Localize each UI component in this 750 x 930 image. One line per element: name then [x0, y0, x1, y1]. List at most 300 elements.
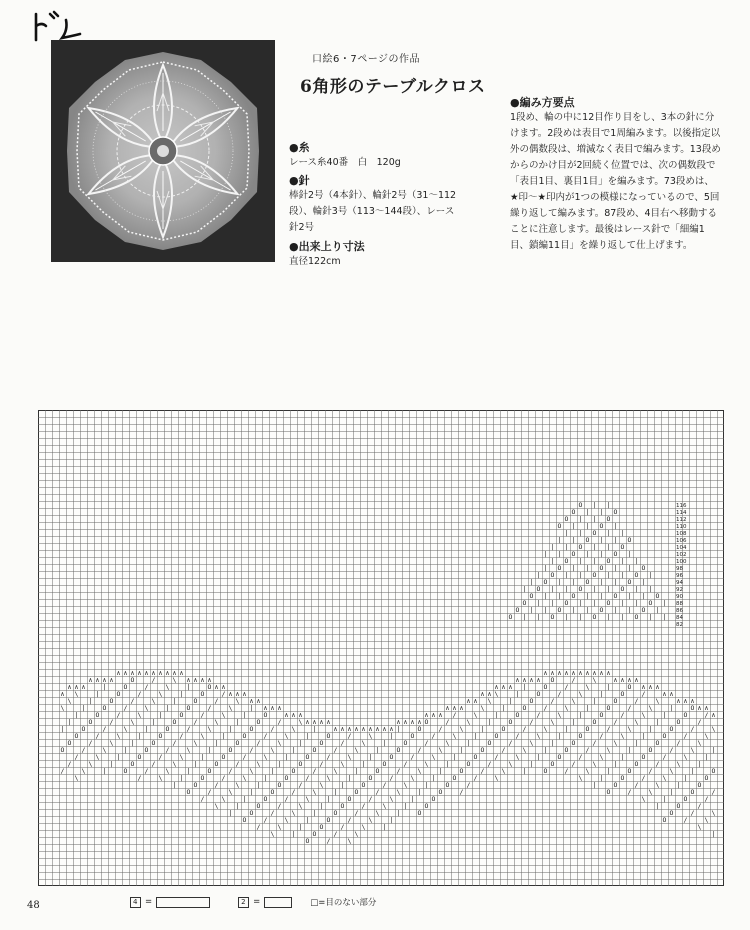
chart-symbol: /: [543, 704, 548, 712]
chart-symbol: \: [270, 830, 275, 838]
chart-symbol: /: [564, 767, 569, 775]
needle-heading: ●針: [289, 174, 310, 187]
chart-symbol: O: [130, 676, 135, 684]
chart-symbol: |: [522, 585, 527, 593]
chart-symbol: |: [60, 725, 65, 733]
chart-symbol: |: [578, 599, 583, 607]
chart-symbol: |: [599, 536, 604, 544]
chart-symbol: ∧: [557, 669, 562, 677]
chart-symbol: /: [480, 767, 485, 775]
tablecloth-photo: [51, 40, 275, 262]
chart-symbol: /: [123, 704, 128, 712]
chart-symbol: /: [620, 711, 625, 719]
chart-symbol: |: [641, 732, 646, 740]
chart-symbol: ∧: [494, 683, 499, 691]
chart-symbol: ∧: [592, 669, 597, 677]
chart-symbol: \: [585, 683, 590, 691]
chart-symbol: |: [354, 767, 359, 775]
chart-symbol: |: [466, 739, 471, 747]
chart-symbol: \: [697, 739, 702, 747]
chart-symbol: |: [137, 732, 142, 740]
chart-symbol: ∧: [480, 690, 485, 698]
chart-symbol: |: [648, 613, 653, 621]
chart-symbol: |: [564, 613, 569, 621]
chart-symbol: /: [263, 732, 268, 740]
chart-symbol: \: [697, 823, 702, 831]
chart-symbol: |: [557, 592, 562, 600]
chart-symbol: O: [242, 732, 247, 740]
chart-symbol: /: [634, 697, 639, 705]
chart-symbol: \: [711, 725, 716, 733]
legend-symbol-box: 2: [238, 897, 249, 908]
chart-symbol: ∧: [466, 697, 471, 705]
chart-symbol: \: [424, 760, 429, 768]
chart-symbol: |: [662, 711, 667, 719]
chart-symbol: ∧: [130, 669, 135, 677]
chart-symbol: ∧: [116, 669, 121, 677]
chart-symbol: |: [543, 606, 548, 614]
chart-symbol: |: [557, 578, 562, 586]
chart-symbol: O: [312, 746, 317, 754]
chart-symbol: O: [641, 753, 646, 761]
chart-symbol: \: [270, 746, 275, 754]
chart-symbol: /: [683, 732, 688, 740]
chart-symbol: O: [578, 732, 583, 740]
chart-symbol: |: [627, 746, 632, 754]
chart-symbol: ∧: [543, 669, 548, 677]
chart-symbol: O: [606, 704, 611, 712]
chart-symbol: O: [543, 767, 548, 775]
chart-symbol: /: [291, 788, 296, 796]
chart-symbol: O: [459, 767, 464, 775]
chart-symbol: O: [676, 718, 681, 726]
chart-symbol: |: [291, 746, 296, 754]
chart-symbol: O: [662, 816, 667, 824]
chart-symbol: /: [347, 816, 352, 824]
chart-symbol: \: [214, 802, 219, 810]
chart-symbol: |: [410, 795, 415, 803]
chart-symbol: /: [648, 767, 653, 775]
chart-symbol: /: [242, 753, 247, 761]
chart-symbol: /: [382, 781, 387, 789]
chart-symbol: \: [655, 697, 660, 705]
chart-symbol: O: [74, 732, 79, 740]
chart-symbol: ∧: [634, 676, 639, 684]
chart-symbol: \: [543, 725, 548, 733]
chart-symbol: |: [529, 760, 534, 768]
chart-symbol: |: [606, 501, 611, 509]
chart-symbol: O: [123, 767, 128, 775]
chart-symbol: |: [480, 725, 485, 733]
chart-symbol: O: [305, 753, 310, 761]
chart-symbol: O: [606, 788, 611, 796]
chart-symbol: O: [543, 578, 548, 586]
chart-symbol: \: [291, 725, 296, 733]
chart-symbol: /: [67, 760, 72, 768]
chart-row-number: 90: [676, 594, 683, 600]
chart-symbol: ∧: [319, 718, 324, 726]
chart-symbol: /: [627, 704, 632, 712]
chart-symbol: \: [529, 739, 534, 747]
chart-symbol: O: [557, 564, 562, 572]
chart-symbol: |: [571, 578, 576, 586]
chart-symbol: |: [655, 606, 660, 614]
chart-symbol: \: [186, 746, 191, 754]
chart-symbol: |: [592, 543, 597, 551]
chart-symbol: |: [585, 508, 590, 516]
chart-symbol: |: [305, 816, 310, 824]
chart-symbol: /: [641, 690, 646, 698]
chart-symbol: \: [305, 795, 310, 803]
chart-symbol: |: [515, 690, 520, 698]
chart-symbol: \: [74, 774, 79, 782]
chart-symbol: |: [613, 760, 618, 768]
chart-symbol: ∧: [137, 669, 142, 677]
chart-symbol: ∧: [641, 683, 646, 691]
chart-symbol: ∧: [242, 690, 247, 698]
chart-symbol: O: [627, 683, 632, 691]
chart-symbol: |: [606, 613, 611, 621]
chart-symbol: \: [130, 718, 135, 726]
chart-symbol: ∧: [109, 676, 114, 684]
chart-symbol: O: [158, 732, 163, 740]
chart-symbol: |: [613, 522, 618, 530]
chart-symbol: ∧: [340, 725, 345, 733]
chart-symbol: |: [564, 571, 569, 579]
chart-symbol: \: [613, 739, 618, 747]
chart-symbol: O: [452, 774, 457, 782]
chart-symbol: O: [207, 683, 212, 691]
chart-symbol: /: [221, 690, 226, 698]
chart-symbol: O: [228, 746, 233, 754]
chart-symbol: |: [389, 816, 394, 824]
chart-symbol: O: [417, 809, 422, 817]
chart-symbol: \: [389, 795, 394, 803]
chart-symbol: O: [368, 774, 373, 782]
chart-symbol: \: [571, 697, 576, 705]
chart-symbol: |: [228, 725, 233, 733]
chart-symbol: O: [613, 781, 618, 789]
chart-symbol: \: [410, 774, 415, 782]
chart-symbol: |: [403, 802, 408, 810]
chart-symbol: |: [277, 760, 282, 768]
chart-symbol: ∧: [193, 676, 198, 684]
chart-symbol: \: [508, 760, 513, 768]
chart-symbol: |: [375, 746, 380, 754]
chart-symbol: O: [319, 823, 324, 831]
chart-symbol: ∧: [284, 711, 289, 719]
chart-symbol: |: [676, 781, 681, 789]
chart-symbol: O: [165, 725, 170, 733]
chart-symbol: ∧: [550, 669, 555, 677]
chart-symbol: \: [354, 830, 359, 838]
chart-symbol: |: [270, 767, 275, 775]
chart-symbol: O: [599, 606, 604, 614]
chart-symbol: |: [599, 508, 604, 516]
chart-symbol: O: [704, 774, 709, 782]
chart-symbol: |: [144, 725, 149, 733]
chart-symbol: O: [578, 585, 583, 593]
chart-symbol: /: [354, 809, 359, 817]
chart-symbol: |: [333, 788, 338, 796]
chart-symbol: O: [263, 795, 268, 803]
chart-symbol: |: [571, 522, 576, 530]
chart-symbol: /: [165, 746, 170, 754]
chart-symbol: ∧: [613, 676, 618, 684]
chart-symbol: ∧: [683, 697, 688, 705]
chart-symbol: O: [333, 809, 338, 817]
chart-symbol: \: [655, 781, 660, 789]
chart-symbol: |: [578, 613, 583, 621]
chart-symbol: ∧: [207, 676, 212, 684]
chart-symbol: ∧: [95, 676, 100, 684]
chart-row-number: 86: [676, 608, 683, 614]
chart-symbol: O: [627, 578, 632, 586]
chart-symbol: |: [592, 585, 597, 593]
chart-symbol: ∧: [676, 697, 681, 705]
chart-symbol: |: [662, 795, 667, 803]
chart-symbol: /: [571, 760, 576, 768]
chart-symbol: \: [312, 788, 317, 796]
chart-symbol: |: [172, 697, 177, 705]
chart-symbol: \: [585, 767, 590, 775]
chart-symbol: |: [214, 739, 219, 747]
chart-row-number: 84: [676, 615, 683, 621]
chart-symbol: O: [515, 711, 520, 719]
chart-symbol: |: [235, 802, 240, 810]
chart-symbol: /: [571, 676, 576, 684]
chart-symbol: \: [382, 802, 387, 810]
chart-symbol: |: [305, 732, 310, 740]
chart-symbol: /: [424, 739, 429, 747]
chart-symbol: O: [571, 550, 576, 558]
chart-symbol: |: [634, 557, 639, 565]
chart-symbol: ∧: [333, 725, 338, 733]
chart-symbol: O: [410, 732, 415, 740]
chart-symbol: \: [221, 795, 226, 803]
chart-symbol: \: [81, 767, 86, 775]
chart-symbol: ∧: [382, 725, 387, 733]
chart-symbol: |: [186, 767, 191, 775]
chart-symbol: O: [606, 515, 611, 523]
chart-symbol: /: [676, 739, 681, 747]
chart-symbol: |: [578, 557, 583, 565]
chart-symbol: ∧: [627, 676, 632, 684]
chart-symbol: O: [522, 704, 527, 712]
chart-symbol: O: [543, 683, 548, 691]
chart-symbol: ∧: [389, 725, 394, 733]
chart-symbol: ∧: [277, 704, 282, 712]
chart-symbol: |: [326, 795, 331, 803]
chart-symbol: \: [116, 732, 121, 740]
chart-symbol: \: [277, 739, 282, 747]
chart-symbol: |: [599, 592, 604, 600]
chart-symbol: |: [620, 599, 625, 607]
chart-symbol: O: [186, 704, 191, 712]
chart-symbol: |: [228, 809, 233, 817]
chart-symbol: ∧: [487, 690, 492, 698]
chart-symbol: ∧: [326, 718, 331, 726]
chart-symbol: \: [641, 711, 646, 719]
chart-symbol: |: [221, 732, 226, 740]
chart-symbol: /: [256, 823, 261, 831]
chart-symbol: |: [319, 802, 324, 810]
chart-symbol: \: [522, 746, 527, 754]
chart-symbol: \: [438, 746, 443, 754]
legend-symbol-box: 4: [130, 897, 141, 908]
chart-symbol: ∧: [312, 718, 317, 726]
chart-symbol: |: [312, 809, 317, 817]
chart-symbol: |: [620, 557, 625, 565]
chart-symbol: /: [452, 711, 457, 719]
chart-symbol: \: [102, 746, 107, 754]
chart-symbol: O: [648, 599, 653, 607]
chart-symbol: |: [585, 522, 590, 530]
chart-symbol: ∧: [256, 697, 261, 705]
chart-symbol: \: [256, 760, 261, 768]
chart-symbol: O: [249, 725, 254, 733]
chart-symbol: /: [564, 683, 569, 691]
chart-symbol: |: [578, 529, 583, 537]
chart-symbol: O: [641, 564, 646, 572]
chart-symbol: O: [242, 816, 247, 824]
chart-symbol: \: [676, 760, 681, 768]
chart-symbol: O: [396, 746, 401, 754]
chart-symbol: \: [620, 732, 625, 740]
chart-symbol: O: [277, 781, 282, 789]
chart-symbol: /: [431, 732, 436, 740]
chart-symbol: O: [263, 711, 268, 719]
chart-symbol: |: [501, 704, 506, 712]
chart-symbol: /: [585, 746, 590, 754]
chart-symbol: ∧: [172, 669, 177, 677]
chart-symbol: \: [242, 774, 247, 782]
chart-symbol: ∧: [711, 711, 716, 719]
chart-symbol: |: [256, 781, 261, 789]
chart-symbol: ∧: [361, 725, 366, 733]
chart-symbol: ∧: [200, 676, 205, 684]
chart-symbol: O: [683, 711, 688, 719]
chart-symbol: O: [438, 788, 443, 796]
chart-symbol: |: [585, 606, 590, 614]
chart-symbol: |: [599, 550, 604, 558]
chart-symbol: O: [102, 704, 107, 712]
chart-symbol: ∧: [578, 669, 583, 677]
chart-symbol: |: [704, 753, 709, 761]
chart-symbol: \: [207, 725, 212, 733]
chart-symbol: |: [543, 746, 548, 754]
chart-symbol: O: [529, 592, 534, 600]
chart-symbol: |: [284, 753, 289, 761]
chart-symbol: |: [585, 564, 590, 572]
chart-symbol: O: [403, 739, 408, 747]
chart-symbol: O: [473, 753, 478, 761]
chart-symbol: /: [284, 795, 289, 803]
chart-symbol: /: [102, 725, 107, 733]
chart-symbol: O: [193, 781, 198, 789]
chart-symbol: O: [144, 746, 149, 754]
chart-symbol: O: [200, 774, 205, 782]
chart-symbol: |: [487, 718, 492, 726]
chart-symbol: /: [256, 739, 261, 747]
chart-symbol: \: [340, 760, 345, 768]
chart-symbol: ∧: [424, 711, 429, 719]
chart-symbol: \: [74, 690, 79, 698]
chart-symbol: |: [606, 543, 611, 551]
chart-symbol: |: [550, 543, 555, 551]
chart-symbol: O: [375, 767, 380, 775]
chart-symbol: \: [641, 795, 646, 803]
chart-symbol: |: [340, 781, 345, 789]
chart-symbol: /: [361, 802, 366, 810]
chart-symbol: O: [200, 690, 205, 698]
chart-symbol: \: [683, 753, 688, 761]
chart-symbol: |: [81, 704, 86, 712]
chart-symbol: /: [207, 704, 212, 712]
chart-symbol: \: [60, 704, 65, 712]
chart-symbol: \: [578, 774, 583, 782]
chart-symbol: |: [627, 592, 632, 600]
chart-symbol: |: [536, 753, 541, 761]
chart-symbol: /: [151, 760, 156, 768]
chart-row-number: 112: [676, 517, 687, 523]
chart-symbol: ∧: [620, 676, 625, 684]
chart-symbol: |: [669, 704, 674, 712]
chart-symbol: O: [249, 809, 254, 817]
chart-symbol: \: [172, 676, 177, 684]
chart-symbol: O: [697, 781, 702, 789]
chart-row-number: 110: [676, 524, 687, 530]
chart-symbol: /: [235, 760, 240, 768]
chart-symbol: |: [648, 571, 653, 579]
chart-symbol: /: [144, 683, 149, 691]
chart-symbol: \: [249, 767, 254, 775]
chart-symbol: ∧: [249, 697, 254, 705]
chart-symbol: \: [704, 732, 709, 740]
chart-symbol: |: [606, 529, 611, 537]
chart-symbol: /: [312, 767, 317, 775]
chart-symbol: /: [193, 718, 198, 726]
chart-symbol: /: [375, 788, 380, 796]
chart-symbol: O: [655, 592, 660, 600]
chart-symbol: |: [564, 529, 569, 537]
chart-symbol: O: [690, 788, 695, 796]
chart-row-number: 92: [676, 587, 683, 593]
chart-symbol: |: [599, 690, 604, 698]
chart-symbol: /: [592, 739, 597, 747]
chart-symbol: |: [571, 718, 576, 726]
chart-symbol: ∧: [445, 704, 450, 712]
chart-symbol: |: [193, 760, 198, 768]
chart-symbol: |: [634, 599, 639, 607]
chart-symbol: ∧: [571, 669, 576, 677]
chart-symbol: /: [697, 718, 702, 726]
chart-symbol: \: [564, 704, 569, 712]
chart-symbol: O: [669, 725, 674, 733]
chart-symbol: \: [284, 816, 289, 824]
chart-symbol: |: [578, 571, 583, 579]
chart-symbol: |: [599, 578, 604, 586]
chart-symbol: \: [669, 767, 674, 775]
chart-symbol: |: [459, 746, 464, 754]
chart-symbol: \: [158, 774, 163, 782]
chart-symbol: /: [200, 711, 205, 719]
chart-symbol: ∧: [508, 683, 513, 691]
chart-symbol: |: [543, 564, 548, 572]
page-number: 48: [27, 900, 40, 911]
chart-symbol: O: [445, 781, 450, 789]
chart-symbol: /: [599, 732, 604, 740]
